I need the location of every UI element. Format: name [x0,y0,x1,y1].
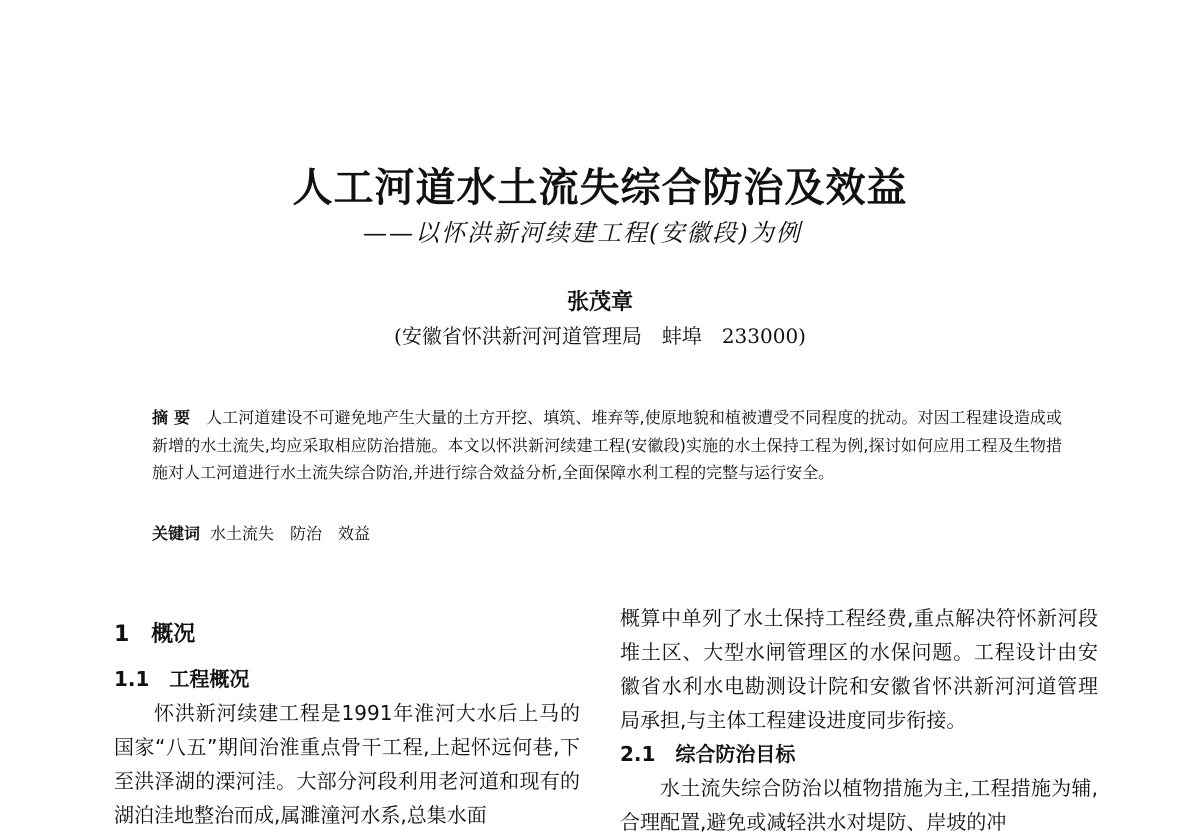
body-paragraph: 怀洪新河续建工程是1991年淮河大水后上马的国家“八五”期间治淮重点骨干工程,上起怀远何巷,下至洪泽湖的溧河洼。大部分河段利用老河道和现有的湖泊洼地整治而成,属濉潼河水系,总集水面 [114,701,580,827]
paper-subtitle: ——以怀洪新河续建工程(安徽段)为例 [363,219,802,247]
body-paragraph: 水土流失综合防治以植物措施为主,工程措施为辅,合理配置,避免或减轻洪水对堤防、岸坡的冲 [620,776,1098,834]
section-heading-2-1: 2.1 综合防治目标 [620,742,796,766]
body-column-left [114,618,580,832]
keywords-text: 水土流失 防治 效益 [210,524,371,543]
section-heading-1: 1 概况 [114,622,196,647]
abstract-label: 摘要 [152,408,197,427]
abstract [152,404,1062,487]
paper-title: 人工河道水土流失综合防治及效益 [292,164,908,211]
abstract-text: 人工河道建设不可避免地产生大量的土方开挖、填筑、堆弃等,使原地貌和植被遭受不同程度的扰动。对因工程建设造成或新增的水土流失,均应采取相应防治措施。本文以怀洪新河续建工程(安徽段)实施的水土保持工程为例,探讨如何应用工程及生物措施对人工河道进行水土流失综合防治,并进行综合效益分析,全面保障水利工程的完整与运行安全。 [152,408,1062,482]
author-affiliation: (安徽省怀洪新河河道管理局 蚌埠 233000) [394,324,806,348]
author-name: 张茂章 [566,290,633,315]
keywords [152,521,1062,547]
keywords-label: 关键词 [152,524,201,543]
body-column-right [620,601,1098,839]
body-paragraph: 概算中单列了水土保持工程经费,重点解决符怀新河段堆土区、大型水闸管理区的水保问题。工程设计由安徽省水利水电勘测设计院和安徽省怀洪新河河道管理局承担,与主体工程建设进度同步衔接。 [620,606,1098,732]
section-heading-1-1: 1.1 工程概况 [114,667,250,691]
